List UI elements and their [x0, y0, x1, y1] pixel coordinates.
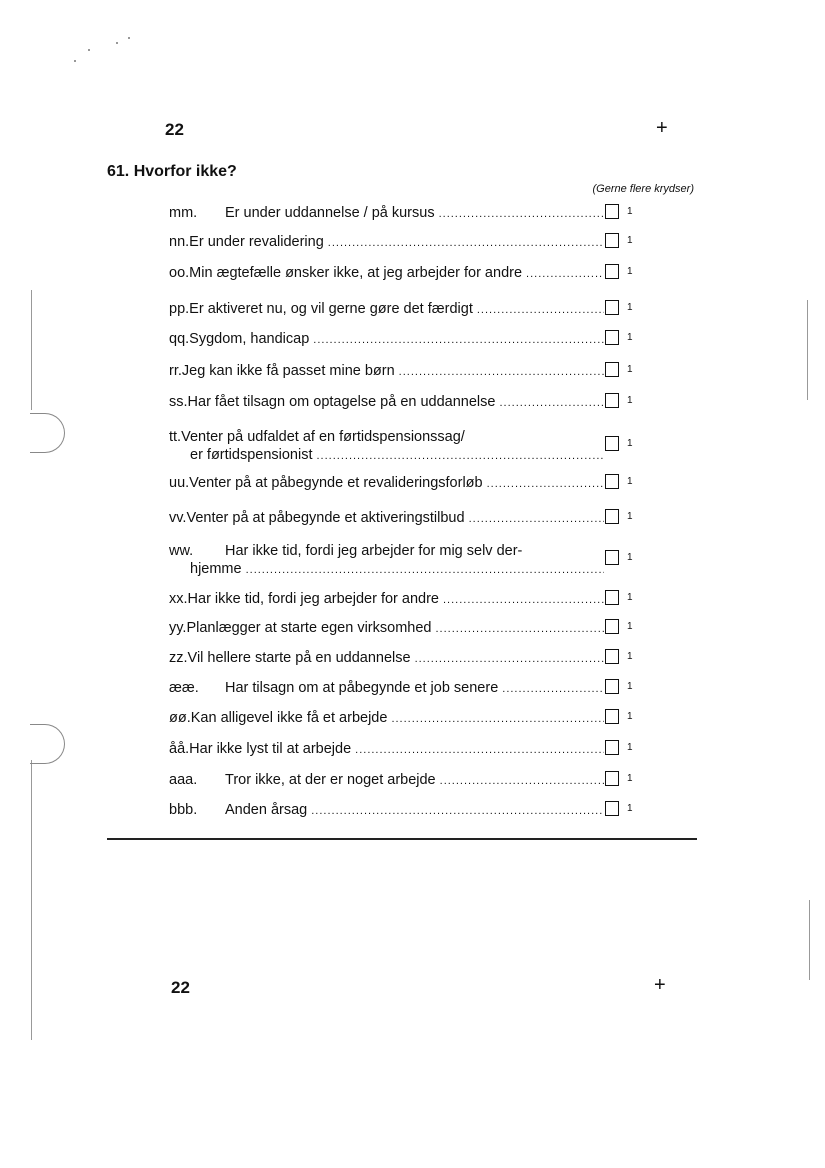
option-checkbox[interactable] — [605, 393, 619, 408]
option-label-continued: hjemme — [190, 561, 242, 577]
leader-dots — [526, 265, 604, 283]
option-code: ww. — [169, 543, 194, 559]
option-label: Har fået tilsagn om optagelse på en uddannelse — [187, 394, 496, 410]
option-label: Anden årsag — [225, 802, 308, 818]
option-checkbox[interactable] — [605, 233, 619, 248]
margin-line — [31, 290, 32, 410]
leader-dots — [477, 301, 604, 319]
scan-speck — [116, 42, 118, 44]
option-row — [169, 264, 604, 283]
option-label: Har ikke tid, fordi jeg arbejder for andre — [187, 591, 439, 607]
leader-dots — [502, 680, 604, 698]
option-value-code: 1 — [627, 651, 633, 662]
option-value-code: 1 — [627, 395, 633, 406]
option-code: nn. — [169, 234, 190, 250]
leader-dots — [311, 802, 604, 820]
scan-speck — [74, 60, 76, 62]
option-value-code: 1 — [627, 552, 633, 563]
plus-mark-top: + — [656, 117, 668, 139]
option-value-code: 1 — [627, 476, 633, 487]
option-checkbox[interactable] — [605, 474, 619, 489]
option-code: vv. — [169, 510, 187, 526]
option-value-code: 1 — [627, 803, 633, 814]
leader-dots — [246, 561, 604, 579]
leader-dots — [355, 741, 604, 759]
leader-dots — [399, 363, 604, 381]
option-checkbox[interactable] — [605, 740, 619, 755]
option-label: Jeg kan ikke få passet mine børn — [181, 363, 395, 379]
option-row — [169, 771, 604, 790]
leader-dots — [440, 772, 604, 790]
option-checkbox[interactable] — [605, 801, 619, 816]
option-checkbox[interactable] — [605, 300, 619, 315]
option-label-continued: er førtidspensionist — [190, 447, 313, 463]
option-label: Er under revalidering — [189, 234, 324, 250]
page-number-top: 22 — [165, 120, 184, 139]
option-row — [169, 619, 604, 638]
option-label: Min ægtefælle ønsker ikke, at jeg arbejder for andre — [189, 265, 523, 281]
option-row — [169, 300, 604, 319]
option-value-code: 1 — [627, 742, 633, 753]
leader-dots — [487, 475, 604, 493]
option-checkbox[interactable] — [605, 264, 619, 279]
option-row — [169, 474, 604, 493]
option-checkbox[interactable] — [605, 330, 619, 345]
option-label: Venter på udfaldet af en førtidspensionssag/ — [181, 429, 465, 445]
option-value-code: 1 — [627, 302, 633, 313]
option-checkbox[interactable] — [605, 590, 619, 605]
option-checkbox[interactable] — [605, 679, 619, 694]
scan-speck — [128, 37, 130, 39]
option-row — [169, 709, 604, 728]
leader-dots — [499, 394, 604, 412]
option-row — [169, 542, 604, 579]
option-code: oo. — [169, 265, 190, 281]
page-number-bottom: 22 — [171, 978, 190, 997]
option-label: Vil hellere starte på en uddannelse — [187, 650, 411, 666]
option-value-code: 1 — [627, 621, 633, 632]
option-value-code: 1 — [627, 711, 633, 722]
leader-dots — [317, 447, 605, 465]
option-value-code: 1 — [627, 592, 633, 603]
option-checkbox[interactable] — [605, 550, 619, 565]
option-code: bbb. — [169, 802, 198, 818]
option-label: Venter på at påbegynde et revalideringsforløb — [189, 475, 483, 491]
leader-dots — [415, 650, 604, 668]
leader-dots — [328, 234, 604, 252]
punch-hole — [30, 724, 65, 764]
option-code: qq. — [169, 331, 190, 347]
option-row — [169, 330, 604, 349]
option-value-code: 1 — [627, 235, 633, 246]
option-checkbox[interactable] — [605, 649, 619, 664]
option-label: Har ikke lyst til at arbejde — [189, 741, 352, 757]
option-code: mm. — [169, 205, 198, 221]
section-divider — [107, 838, 697, 840]
option-label: Er aktiveret nu, og vil gerne gøre det færdigt — [189, 301, 473, 317]
margin-line — [809, 900, 810, 980]
option-checkbox[interactable] — [605, 362, 619, 377]
option-row — [169, 233, 604, 252]
option-value-code: 1 — [627, 438, 633, 449]
leader-dots — [439, 205, 604, 223]
margin-line — [31, 760, 32, 1040]
option-label: Er under uddannelse / på kursus — [225, 205, 435, 221]
option-code: pp. — [169, 301, 190, 317]
option-label: Planlægger at starte egen virksomhed — [186, 620, 432, 636]
plus-mark-bottom: + — [654, 974, 666, 996]
leader-dots — [469, 510, 604, 528]
option-value-code: 1 — [627, 773, 633, 784]
option-row — [169, 428, 604, 465]
question-note: (Gerne flere krydser) — [592, 183, 694, 195]
option-row — [169, 649, 604, 668]
option-checkbox[interactable] — [605, 436, 619, 451]
option-value-code: 1 — [627, 206, 633, 217]
option-value-code: 1 — [627, 681, 633, 692]
option-code: yy. — [169, 620, 187, 636]
option-row — [169, 393, 604, 412]
option-checkbox[interactable] — [605, 204, 619, 219]
option-label: Kan alligevel ikke få et arbejde — [190, 710, 388, 726]
option-label: Har ikke tid, fordi jeg arbejder for mig selv der- — [225, 543, 523, 559]
option-label: Sygdom, handicap — [189, 331, 310, 347]
option-checkbox[interactable] — [605, 771, 619, 786]
option-row — [169, 362, 604, 381]
option-code: xx. — [169, 591, 188, 607]
leader-dots — [313, 331, 604, 349]
option-checkbox[interactable] — [605, 709, 619, 724]
option-code: ææ. — [169, 680, 199, 696]
option-label: Tror ikke, at der er noget arbejde — [225, 772, 436, 788]
punch-hole — [30, 413, 65, 453]
option-code: aaa. — [169, 772, 198, 788]
option-code: zz. — [169, 650, 188, 666]
option-code: ss. — [169, 394, 188, 410]
question-title: 61. Hvorfor ikke? — [107, 163, 237, 180]
option-code: uu. — [169, 475, 190, 491]
option-row — [169, 801, 604, 820]
option-value-code: 1 — [627, 332, 633, 343]
option-value-code: 1 — [627, 511, 633, 522]
option-row — [169, 204, 604, 223]
option-row — [169, 740, 604, 759]
option-label: Har tilsagn om at påbegynde et job senere — [225, 680, 499, 696]
option-row — [169, 590, 604, 609]
option-label: Venter på at påbegynde et aktiveringstilbud — [186, 510, 465, 526]
option-value-code: 1 — [627, 266, 633, 277]
option-code: tt. — [169, 429, 182, 445]
option-value-code: 1 — [627, 364, 633, 375]
leader-dots — [391, 710, 604, 728]
option-code: øø. — [169, 710, 191, 726]
option-row — [169, 509, 604, 528]
option-code: rr. — [169, 363, 182, 379]
leader-dots — [435, 620, 604, 638]
option-checkbox[interactable] — [605, 509, 619, 524]
leader-dots — [443, 591, 604, 609]
option-code: åå. — [169, 741, 190, 757]
option-checkbox[interactable] — [605, 619, 619, 634]
margin-line — [807, 300, 808, 400]
scan-speck — [88, 49, 90, 51]
option-row — [169, 679, 604, 698]
